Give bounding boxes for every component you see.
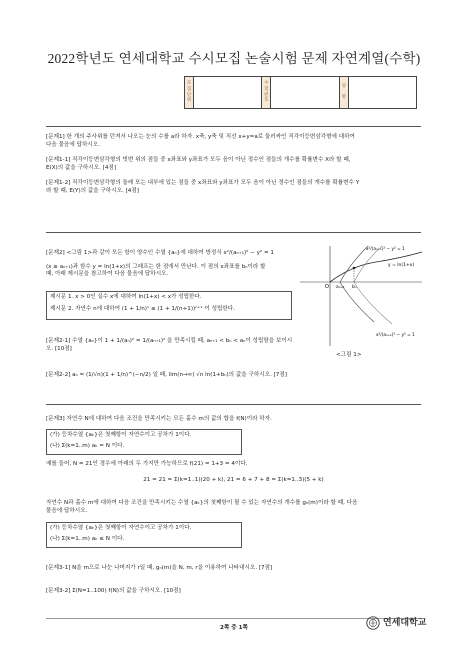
problem-3-para: 자연수 N과 홀수 m에 대하여 다음 조건을 만족시키는 수열 {aₖ}의 첫째항이 될 수 있는 자연수의 개수를 gₙ(m)이라 할 때, 다음 물음에 답하시오. [46, 500, 358, 514]
a-label: aₙ₊₁ [336, 285, 345, 290]
condition-box-1: (가) 등차수열 {aₖ}은 첫째항이 자연수이고 공차가 1이다. (나) Σ(k=1..m) aₖ = N 이다. [46, 429, 242, 455]
problem-2-1: [문제2-1] 수열 {aₙ}이 1 + 1/(aₙ)² = 1/(aₙ₊₁)² 을 만족시킬 때, aₙ₊₁ < bₙ < aₙ이 성립함을 보이시오. [10점] [46, 338, 293, 352]
exam-title: 2022학년도 연세대학교 수시모집 논술시험 문제 자연계열(수학) [47, 51, 421, 66]
footer-divider [46, 618, 421, 619]
logo-text: 연세대학교 [383, 617, 427, 628]
hyperbola-lower-2 [354, 282, 392, 324]
problem-2-intro: [문제2] <그림 1>과 같이 모든 항이 양수인 수열 {aₙ}에 대하여 방정식 x²/(aₙ₊₁)² − y² = 1 (x ≥ aₙ₊₁)과 함수 y = ln(1+x)의 그래프는 한 점에서 만난다. 이 점의 x좌표를 bₙ이라 할 때, 아래 제시문을 참고하여 다음 물음에 답하시오. [46, 250, 274, 278]
example-text: 예를 들어, N = 21인 경우에 아래의 두 가지만 가능하므로 f(21) = 1+3 = 4이다. [46, 461, 248, 467]
university-seal-icon [366, 616, 380, 630]
divider [46, 232, 421, 233]
dept-header: 모 집 단 위 [185, 77, 194, 108]
figure-1-graph [296, 244, 424, 348]
problem-3-1: [문제3-1] N을 m으로 나눈 나머지가 r일 때, gₙ(m)을 N, m, r을 이용하여 나타내시오. [7점] [46, 565, 273, 571]
name-field[interactable] [349, 77, 416, 108]
curve-label: y = ln(1+x) [388, 263, 415, 268]
university-logo [366, 616, 426, 630]
problem-2-2: [문제2-2] aₙ = (1/√n)(1 + 1/n)^(−n/2) 일 때, lim(n→∞) √n ln(1+bₙ)의 값을 구하시오. [7점] [46, 372, 287, 378]
statement-box: 제시문 1. x > 0인 실수 x에 대하여 ln(1+x) < x가 성립한다. 제시문 2. 자연수 n에 대하여 (1 + 1/n)ⁿ ≤ (1 + 1/(n+1))ⁿ⁺¹ 이 성립한다. [46, 291, 292, 320]
problem-1-2: [문제1-2] 직각이등변삼각형의 둘레 또는 내부에 있는 점들 중 x좌표와 y좌표가 모두 음이 아닌 정수인 점들의 개수를 확률변수 Y 라 할 때, E(Y)의 값을 구하시오. [4점] [46, 180, 360, 194]
b-label: bₙ [352, 285, 357, 290]
divider [46, 126, 421, 127]
divider [46, 404, 421, 405]
figure-1-caption: <그림 1> [336, 352, 362, 358]
problem-3-intro: [문제3] 자연수 N에 대하여 다음 조건을 만족시키는 모든 홀수 m의 값의 합을 f(N)이라 하자. [46, 416, 272, 422]
page-number: 2쪽 중 1쪽 [220, 625, 248, 631]
problem-1-intro: [문제1] 한 개의 주사위를 던져서 나오는 눈의 수를 a라 하자. x축, y축 및 직선 x+y=a로 둘러싸인 직각이등변삼각형에 대하여 다음 물음에 답하시오. [46, 134, 355, 148]
intersection-point [353, 267, 356, 270]
condition-box-2: (가) 등차수열 {aₖ}은 첫째항이 자연수이고 공차가 1이다. (나) Σ(k=1..m) aₖ ≤ N 이다. [46, 522, 242, 548]
exam-number-header: 수 험 번 호 [262, 77, 271, 108]
applicant-info-table [184, 76, 417, 109]
bottom-eq-label: x²/(aₙ₊₁)² − y² = 1 [376, 333, 415, 338]
name-header: 성 명 [340, 77, 349, 108]
problem-3-2: [문제3-2] Σ(N=1..100) f(N)의 값을 구하시오. [10점] [46, 588, 181, 594]
origin-label: O [325, 284, 329, 290]
exam-number-field[interactable] [271, 77, 339, 108]
problem-1-1: [문제1-1] 직각이등변삼각형의 빗변 위의 점들 중 x좌표와 y좌표가 모두 음이 아닌 정수인 점들의 개수를 확률변수 X라 할 때, E(X)의 값을 구하시오. [4점] [46, 157, 351, 171]
example-equation: 21 = 21 = Σ(k=1..1)(20 + k), 21 = 6 + 7 + 8 = Σ(k=1..3)(5 + k) [143, 477, 324, 483]
top-eq-label: x²/(aₙ₊₁)² − y² = 1 [366, 247, 405, 252]
dept-field[interactable] [194, 77, 262, 108]
